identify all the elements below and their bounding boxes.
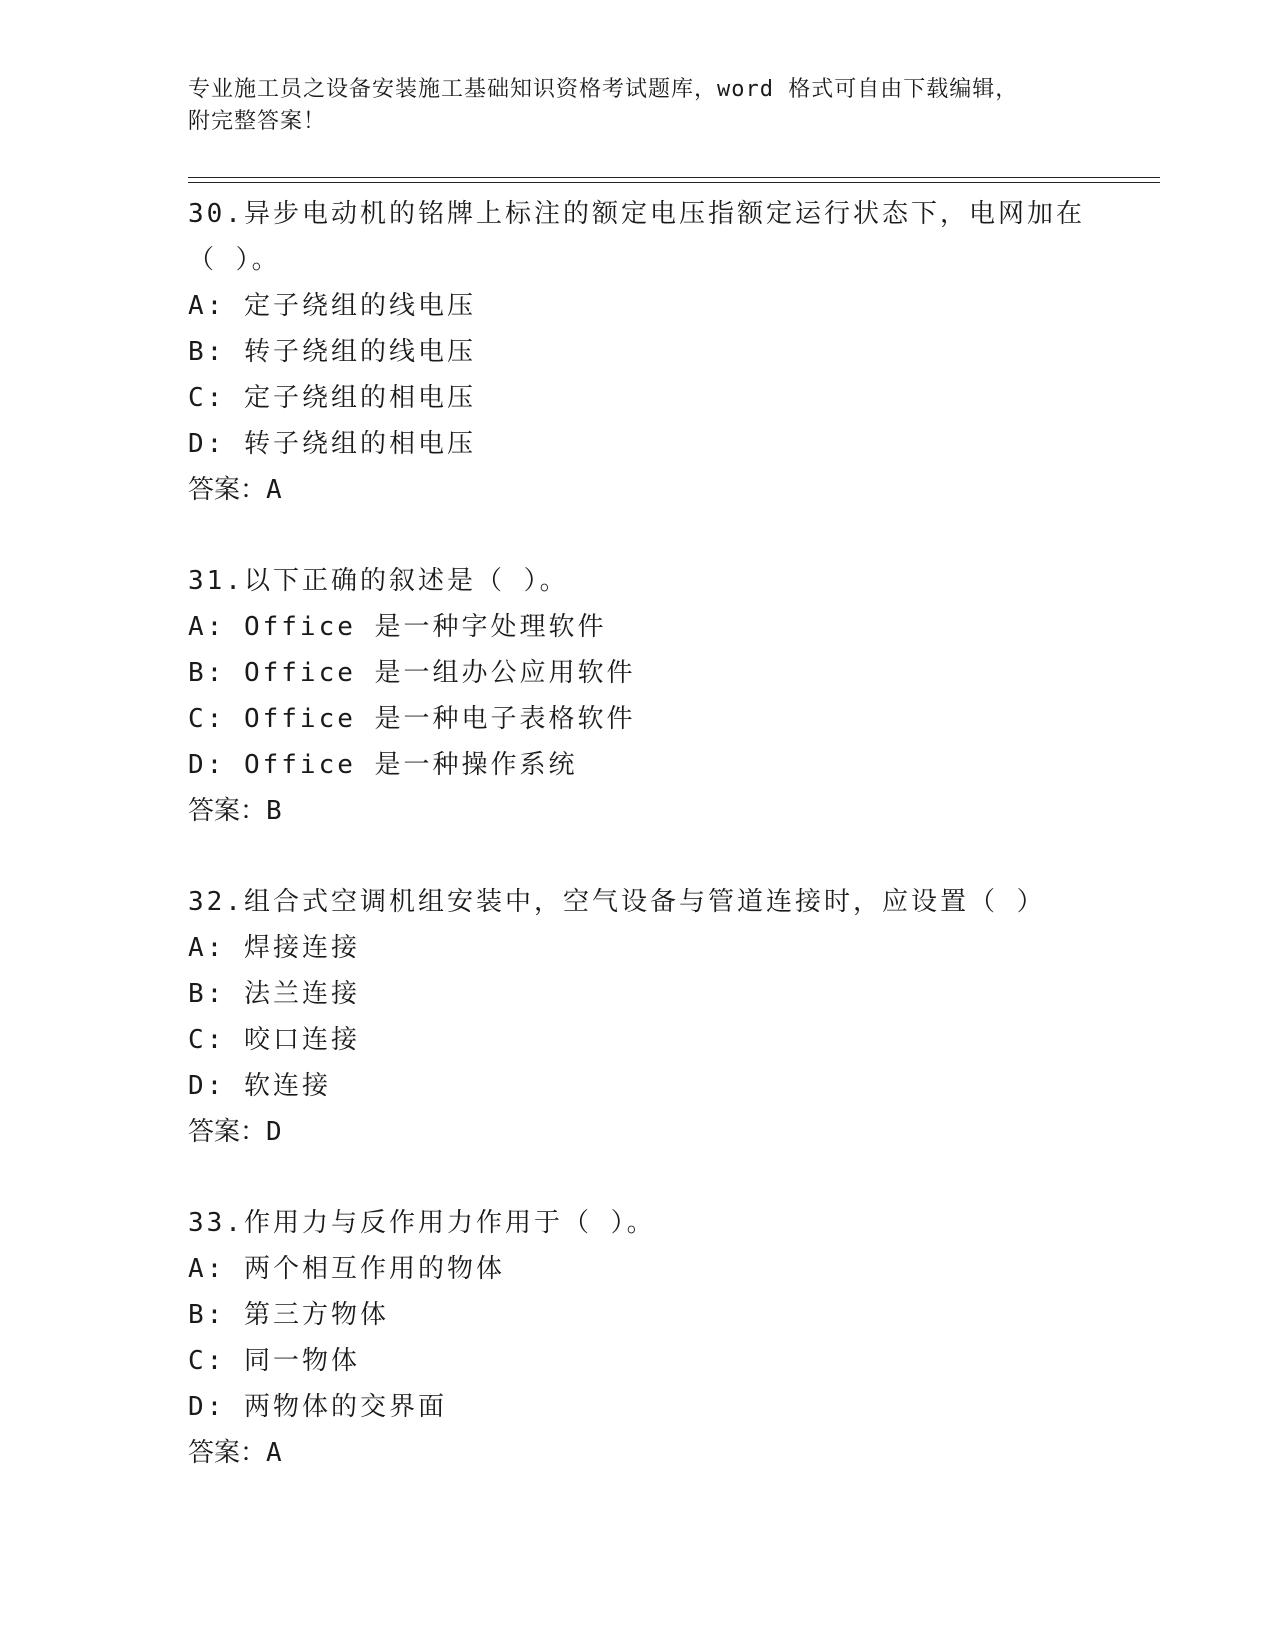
question-stem: 31.以下正确的叙述是（ ）。 — [188, 566, 569, 596]
option-c: C: 定子绕组的相电压 — [188, 383, 476, 413]
option-a: A: Office 是一种字处理软件 — [188, 612, 607, 642]
option-b: B: 法兰连接 — [188, 979, 360, 1009]
question-32 — [188, 879, 1088, 1155]
option-a: A: 焊接连接 — [188, 933, 360, 963]
document-header — [188, 74, 1088, 138]
question-stem: 30.异步电动机的铭牌上标注的额定电压指额定运行状态下，电网加在（ ）。 — [188, 199, 1085, 275]
question-31 — [188, 558, 1088, 834]
header-divider-bottom — [188, 182, 1160, 183]
answer-line: 答案：B — [188, 796, 282, 826]
option-c: C: 同一物体 — [188, 1346, 360, 1376]
option-c: C: 咬口连接 — [188, 1025, 360, 1055]
question-stem: 33.作用力与反作用力作用于（ ）。 — [188, 1208, 656, 1238]
question-30 — [188, 191, 1088, 513]
option-d: D: 转子绕组的相电压 — [188, 429, 476, 459]
answer-line: 答案：D — [188, 1117, 282, 1147]
question-list — [188, 191, 1088, 1521]
option-b: B: 第三方物体 — [188, 1300, 389, 1330]
question-stem: 32.组合式空调机组安装中，空气设备与管道连接时，应设置（ ） — [188, 887, 1046, 917]
question-33 — [188, 1200, 1088, 1476]
option-d: D: 两物体的交界面 — [188, 1392, 447, 1422]
option-d: D: 软连接 — [188, 1071, 331, 1101]
header-line-2: 附完整答案！ — [188, 109, 327, 134]
option-d: D: Office 是一种操作系统 — [188, 750, 578, 780]
option-a: A: 定子绕组的线电压 — [188, 291, 476, 321]
option-b: B: 转子绕组的线电压 — [188, 337, 476, 367]
answer-line: 答案：A — [188, 1438, 282, 1468]
option-c: C: Office 是一种电子表格软件 — [188, 704, 636, 734]
option-b: B: Office 是一组办公应用软件 — [188, 658, 636, 688]
header-divider-top — [188, 177, 1160, 178]
option-a: A: 两个相互作用的物体 — [188, 1254, 505, 1284]
header-line-1: 专业施工员之设备安装施工基础知识资格考试题库，word 格式可自由下载编辑， — [188, 77, 1019, 102]
answer-line: 答案：A — [188, 475, 282, 505]
